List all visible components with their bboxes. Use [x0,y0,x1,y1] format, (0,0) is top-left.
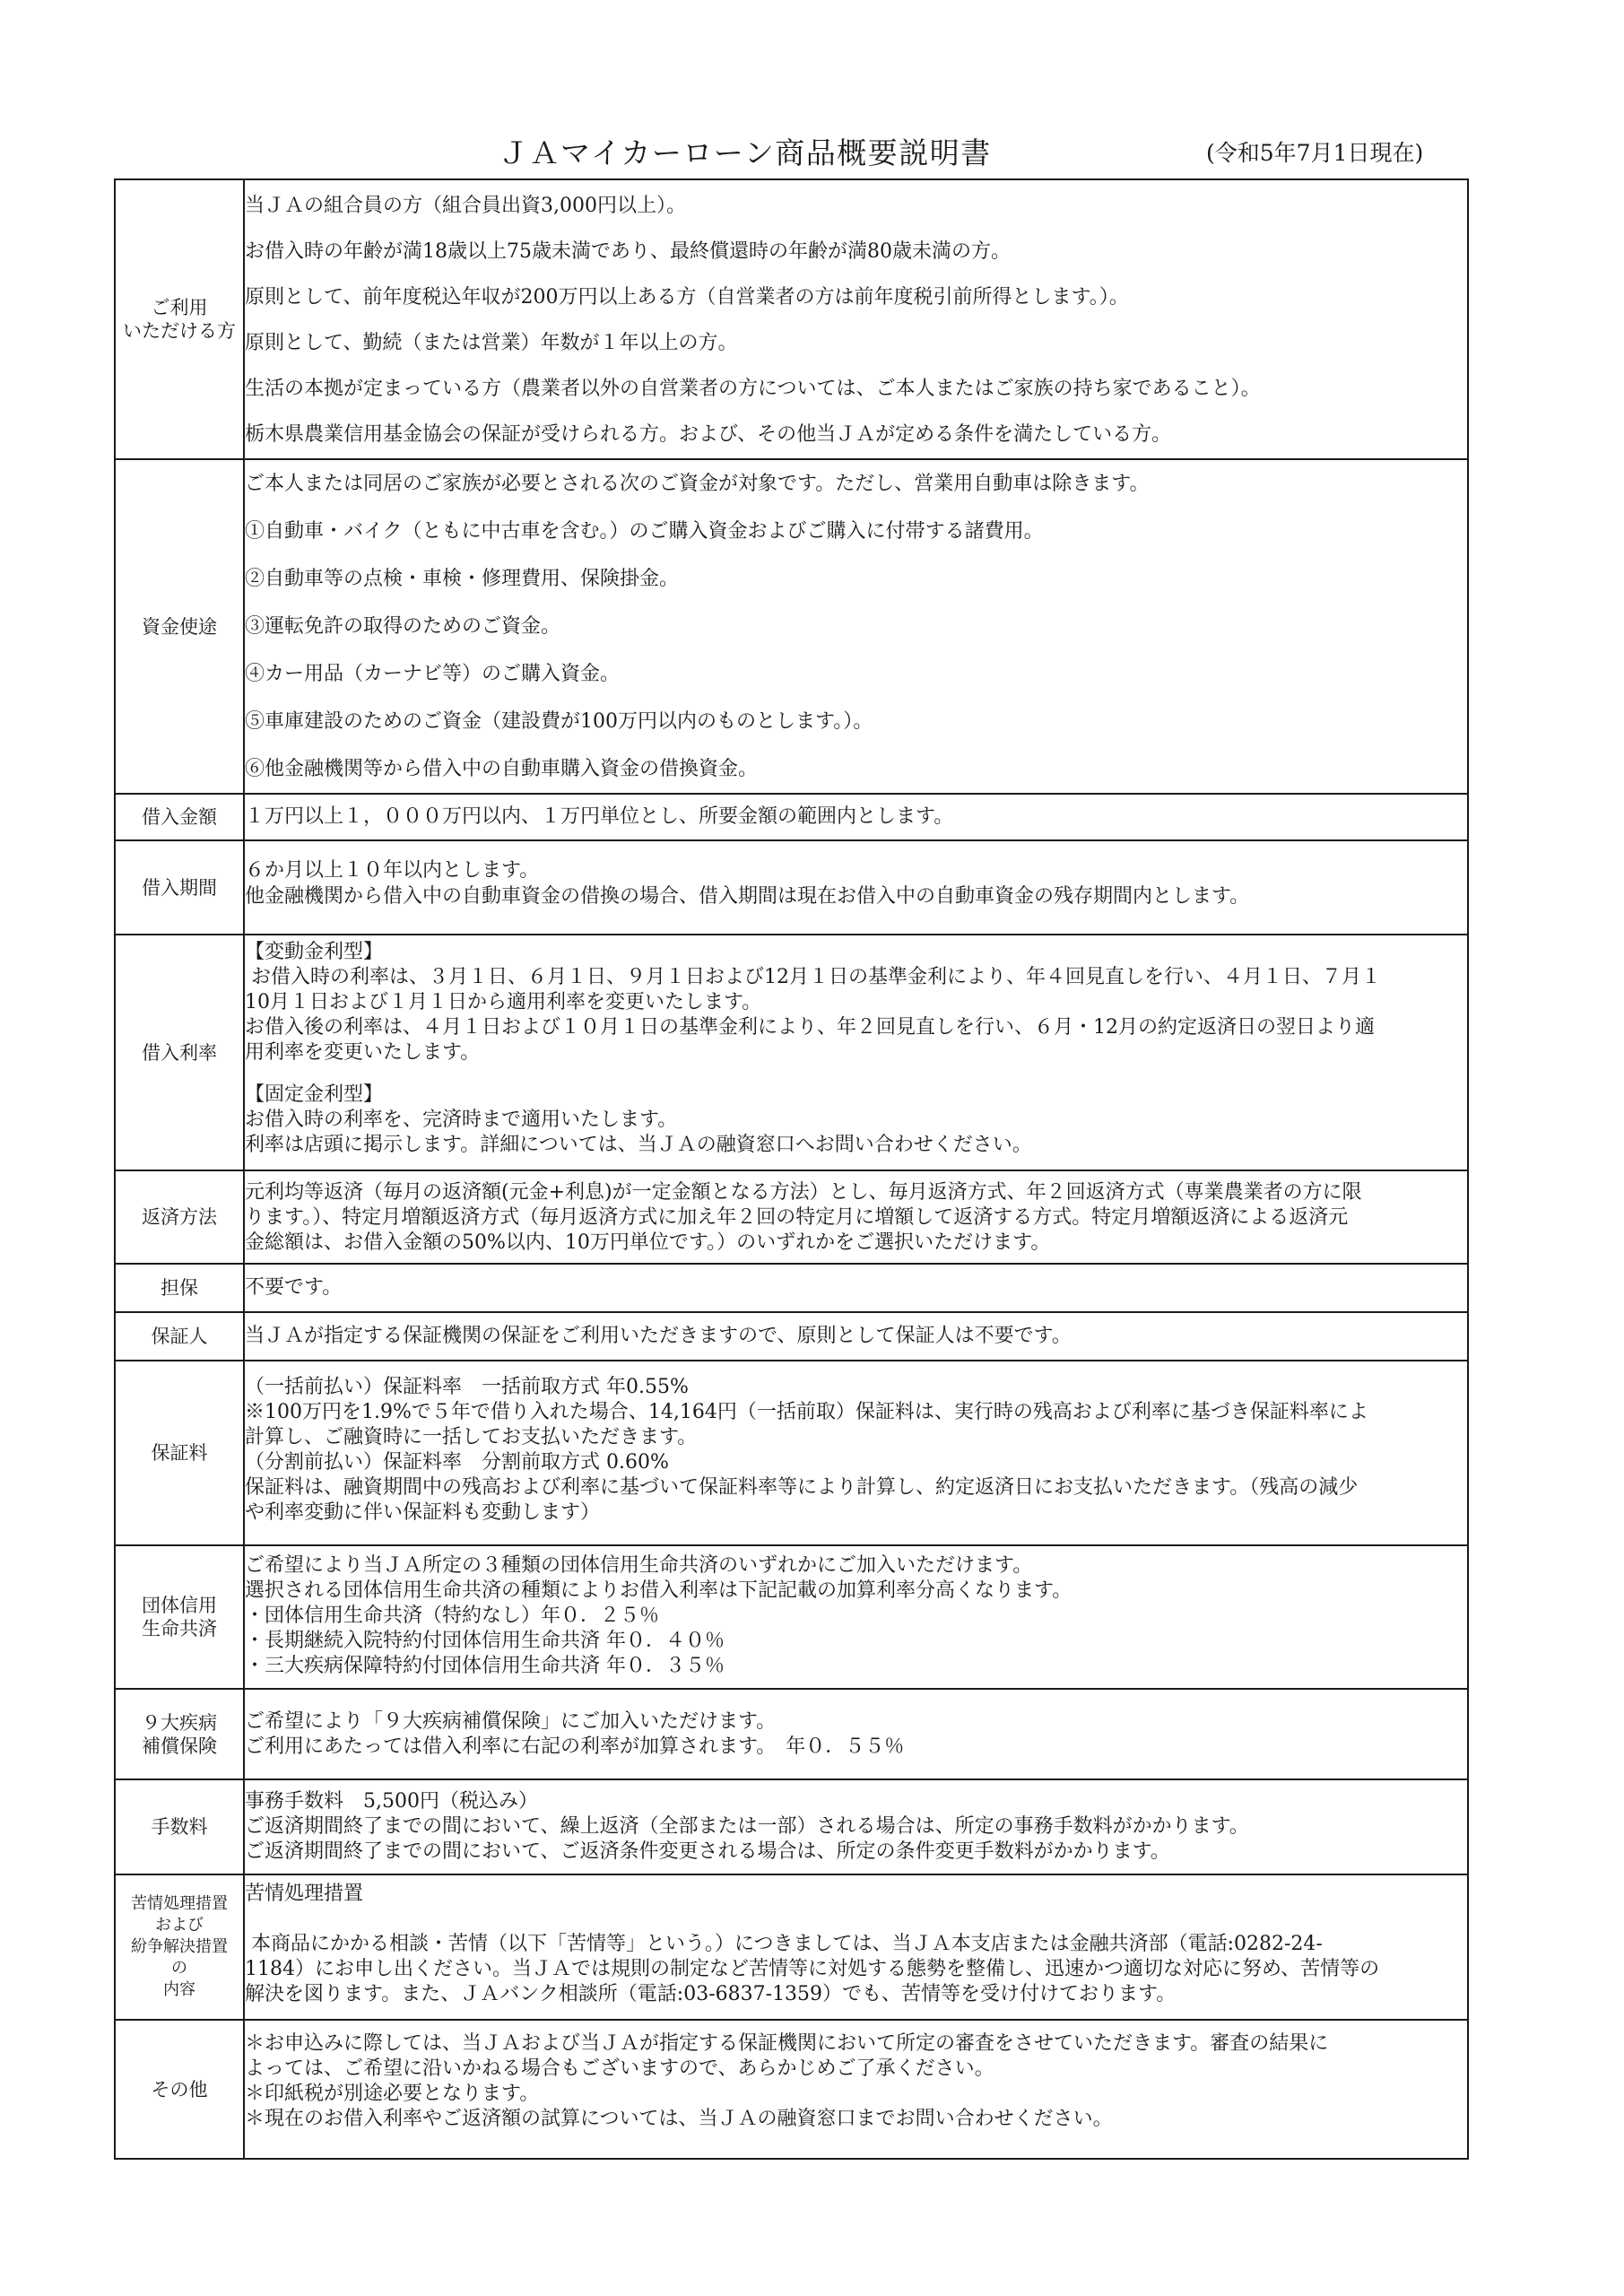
content-line: 解決を図ります。また、ＪＡバンク相談所（電話:03-6837-1359）でも、苦情等を受け付けております。 [245,1983,1177,2005]
row-label [115,1689,244,1779]
content-line: ※100万円を1.9%で５年で借り入れた場合、14,164円（一括前取）保証料は、実行時の残高および利率に基づき保証料率によ [245,1401,1368,1423]
row-label-line: その他 [151,2078,208,2100]
content-line: ・三大疾病保障特約付団体信用生命共済 年０．３５％ [245,1655,725,1677]
row-label-line: 保証料 [151,1442,208,1464]
content-line: お借入時の利率を、完済時まで適用いたします。 [245,1109,678,1131]
content-line: ①自動車・バイク（ともに中古車を含む。）のご購入資金およびご購入に付帯する諸費用。 [245,520,1044,543]
content-line: 1184）にお申し出ください。当ＪＡでは規則の制定など苦情等に対処する態勢を整備し、迅速かつ適切な対応に努め、苦情等の [245,1958,1380,1980]
row-group-credit-life-insurance [115,1545,1468,1689]
content-line: 本商品にかかる相談・苦情（以下「苦情等」という。）につきましては、当ＪＡ本支店または金融共済部（電話:0282-24- [245,1933,1323,1955]
row-label-line: 借入金額 [142,806,217,828]
row-guarantee-fee [115,1361,1468,1545]
row-label-line: 団体信用 [142,1595,217,1616]
row-loan-period [115,840,1468,935]
row-eligibility [115,179,1468,459]
content-line: 事務手数料 5,500円（税込み） [245,1790,538,1813]
content-line: 当ＪＡが指定する保証機関の保証をご利用いただきますので、原則として保証人は不要です。 [245,1325,1072,1347]
content-line: 計算し、ご融資時に一括してお支払いただきます。 [245,1426,698,1448]
row-label-line: ９大疾病 [142,1711,217,1734]
row-fees [115,1779,1468,1874]
row-fund-usage [115,459,1468,794]
row-content [244,1312,1468,1361]
blank-line [245,1907,1467,1932]
row-content [244,794,1468,840]
content-line: （一括前払い）保証料率 一括前取方式 年0.55% [245,1376,689,1398]
content-line: 【変動金利型】 [245,941,384,963]
row-content [244,1264,1468,1312]
row-label-line: 補償保険 [142,1735,217,1757]
row-repayment-method [115,1170,1468,1264]
row-label-line: 担保 [161,1277,198,1299]
row-collateral [115,1264,1468,1312]
row-content [244,1361,1468,1545]
content-line: 選択される団体信用生命共済の種類によりお借入利率は下記記載の加算利率分高くなります。 [245,1579,1073,1602]
row-content [244,1689,1468,1779]
row-label [115,794,244,840]
content-line: ⑤車庫建設のためのご資金（建設費が100万円以内のものとします。）。 [245,710,873,733]
content-line: ります。）、特定月増額返済方式（毎月返済方式に加え年２回の特定月に増額して返済する方式。特定月増額返済による返済元 [245,1206,1349,1229]
row-label [115,1264,244,1312]
content-line: お借入時の年齢が満18歳以上75歳未満であり、最終償還時の年齢が満80歳未満の方。 [245,240,1011,263]
row-label [115,935,244,1170]
content-line: ・長期継続入院特約付団体信用生命共済 年０．４０％ [245,1630,725,1652]
content-line: 10月１日および１月１日から適用利率を変更いたします。 [245,991,762,1013]
row-loan-amount [115,794,1468,840]
row-content [244,840,1468,935]
blank-line [245,1065,1467,1083]
content-line: ご返済期間終了までの間において、ご返済条件変更される場合は、所定の条件変更手数料がかかります。 [245,1840,1170,1863]
row-content [244,1874,1468,2020]
row-label-line: 生命共済 [142,1618,217,1639]
row-content [244,1545,1468,1689]
row-content [244,179,1468,459]
row-other [115,2020,1468,2159]
row-label [115,840,244,935]
content-line: 生活の本拠が定まっている方（農業者以外の自営業者の方については、ご本人またはご家族の持ち家であること）。 [245,378,1261,400]
content-line: ご返済期間終了までの間において、繰上返済（全部または一部）される場合は、所定の事務手数料がかかります。 [245,1815,1249,1838]
row-label [115,1170,244,1264]
content-line: お借入後の利率は、４月１日および１０月１日の基準金利により、年２回見直しを行い、６月・12月の約定返済日の翌日より適 [245,1016,1375,1039]
row-label-line: 借入期間 [142,876,217,899]
row-content [244,2020,1468,2159]
as-of-date: (令和5年7月1日現在) [1206,140,1424,166]
row-label-line: および [155,1916,204,1935]
content-line: ・団体信用生命共済（特約なし）年０．２５％ [245,1605,660,1627]
content-line: や利率変動に伴い保証料も変動します） [245,1501,601,1524]
row-nine-major-disease-insurance [115,1689,1468,1779]
row-label-line: 苦情処理措置 [131,1894,228,1913]
row-label-line: の [171,1959,187,1978]
row-label [115,1545,244,1689]
content-line: 原則として、勤続（または営業）年数が１年以上の方。 [245,332,738,354]
row-label-line: 資金使途 [142,615,217,638]
content-line: １万円以上１，０００万円以内、１万円単位とし、所要金額の範囲内とします。 [245,805,954,828]
product-summary-table-body [115,179,1468,2159]
content-line: お借入時の利率は、３月１日、６月１日、９月１日および12月１日の基準金利により、年４回見直しを行い、４月１日、７月１ [245,966,1381,988]
content-line: ６か月以上１０年以内とします。 [245,859,540,882]
row-label [115,1312,244,1361]
content-line: 原則として、前年度税込年収が200万円以上ある方（自営業者の方は前年度税引前所得とします。）。 [245,286,1129,309]
row-label-line: 借入利率 [142,1041,217,1064]
content-line: 他金融機関から借入中の自動車資金の借換の場合、借入期間は現在お借入中の自動車資金の残存期間内とします。 [245,885,1250,908]
row-label-line: 手数料 [151,1816,208,1838]
content-line: 用利率を変更いたします。 [245,1041,481,1064]
row-content [244,935,1468,1170]
content-line: ③運転免許の取得のためのご資金。 [245,615,561,638]
content-line: 保証料は、融資期間中の残高および利率に基づいて保証料率等により計算し、約定返済日にお支払いただきます。（残高の減少 [245,1476,1359,1499]
page-title: ＪＡマイカーローン商品概要説明書 [499,135,992,170]
row-label [115,2020,244,2159]
content-line: ＊印紙税が別途必要となります。 [245,2083,540,2105]
content-line: （分割前払い）保証料率 分割前取方式 0.60% [245,1451,669,1474]
row-label [115,179,244,459]
row-label-line: 返済方法 [142,1206,217,1228]
row-content [244,1170,1468,1264]
content-line: ④カー用品（カーナビ等）のご購入資金。 [245,663,621,685]
row-label [115,1361,244,1545]
row-complaint-handling [115,1874,1468,2020]
content-line: ＊お申込みに際しては、当ＪＡおよび当ＪＡが指定する保証機関において所定の審査をさせていただきます。審査の結果に [245,2032,1329,2055]
content-line: 不要です。 [245,1276,343,1299]
row-label [115,1874,244,2020]
row-label [115,459,244,794]
content-line: 栃木県農業信用基金協会の保証が受けられる方。および、その他当ＪＡが定める条件を満たしている方。 [245,423,1172,446]
content-line: ご希望により「９大疾病補償保険」にご加入いただけます。 [245,1709,777,1733]
content-line: ご希望により当ＪＡ所定の３種類の団体信用生命共済のいずれかにご加入いただけます。 [245,1554,1033,1577]
content-line: よっては、ご希望に沿いかねる場合もございますので、あらかじめご了承ください。 [245,2057,994,2080]
content-line: 【固定金利型】 [245,1083,384,1106]
row-label-line: 保証人 [151,1326,208,1347]
row-content [244,1779,1468,1874]
row-label [115,1779,244,1874]
product-summary-table [114,178,1469,2160]
content-line: ＊現在のお借入利率やご返済額の試算については、当ＪＡの融資窓口までお問い合わせください。 [245,2108,1113,2130]
content-line: ご本人または同居のご家族が必要とされる次のご資金が対象です。ただし、営業用自動車は除きます。 [245,473,1150,495]
content-line: 当ＪＡの組合員の方（組合員出資3,000円以上）。 [245,195,686,217]
row-guarantor [115,1312,1468,1361]
content-line: ご利用にあたっては借入利率に右記の利率が加算されます。 年０．５５％ [245,1735,905,1758]
row-content [244,459,1468,794]
content-line: ②自動車等の点検・車検・修理費用、保険掛金。 [245,568,680,590]
content-line: 苦情処理措置 [245,1883,364,1905]
content-line: 元利均等返済（毎月の返済額(元金+利息)が一定金額となる方法）とし、毎月返済方式、年２回返済方式（専業農業者の方に限 [245,1181,1362,1204]
row-label-line: いただける方 [123,320,236,342]
row-label-line: ご利用 [151,297,208,318]
content-line: 金総額は、お借入金額の50%以内、10万円単位です。）のいずれかをご選択いただけます。 [245,1231,1051,1254]
row-interest-rate [115,935,1468,1170]
row-label-line: 紛争解決措置 [131,1937,228,1956]
row-label-line: 内容 [163,1980,195,1999]
content-line: ⑥他金融機関等から借入中の自動車購入資金の借換資金。 [245,758,759,780]
content-line: 利率は店頭に掲示します。詳細については、当ＪＡの融資窓口へお問い合わせください。 [245,1134,1032,1156]
